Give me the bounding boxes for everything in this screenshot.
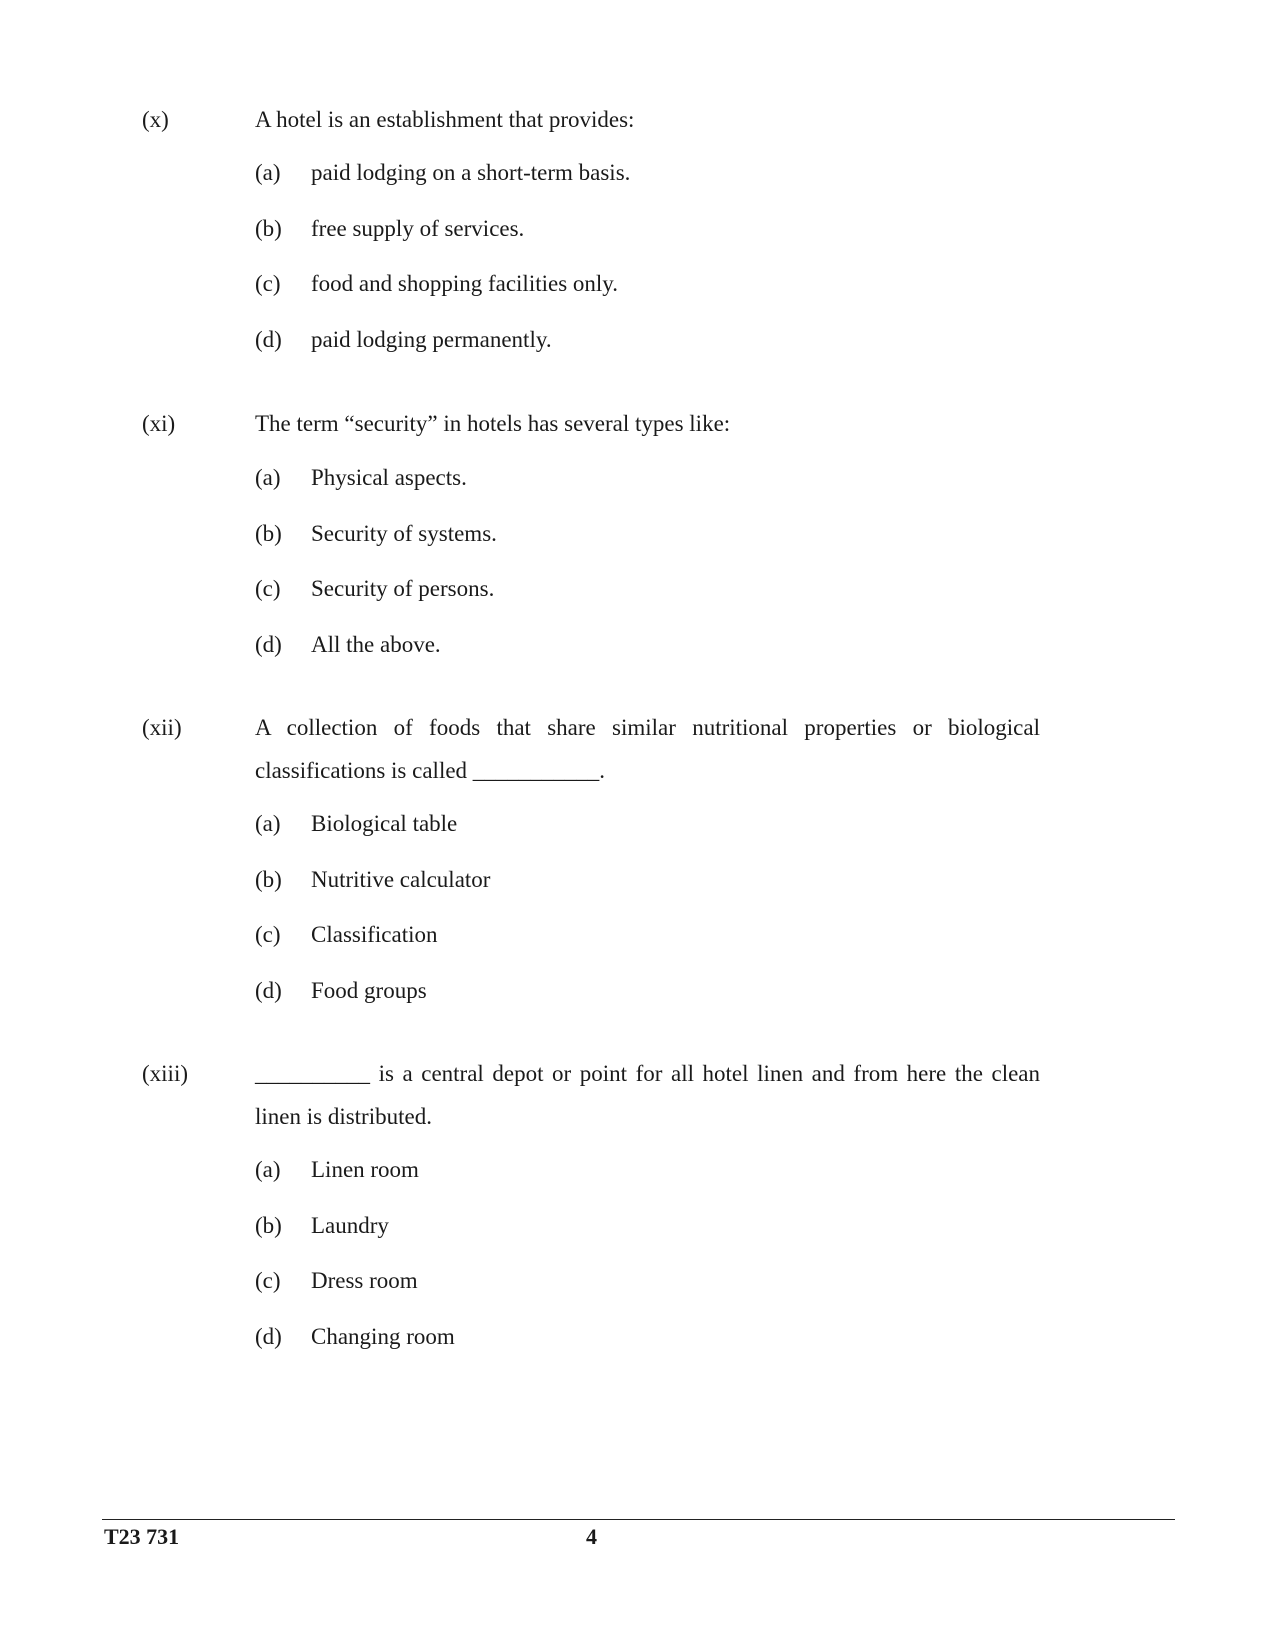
option-c [255,1259,1040,1315]
option-label: (c) [255,271,281,296]
option-text: Classification [311,922,438,947]
option-label: (c) [255,1268,281,1293]
option-text: paid lodging permanently. [311,326,552,352]
option-a [255,456,1040,512]
option-label: (a) [255,1157,281,1182]
option-label: (a) [255,465,281,490]
options-list [255,1148,1040,1370]
option-label: (d) [255,631,282,657]
question-text: The term “security” in hotels has several types like: [255,411,731,436]
option-label: (a) [255,811,281,836]
option-label: (b) [255,866,282,892]
option-label: (b) [255,520,282,546]
option-a [255,1148,1040,1204]
option-text: Nutritive calculator [311,866,491,892]
option-d [255,969,1040,1025]
option-b [255,207,1040,263]
question-text: A hotel is an establishment that provides: [255,107,635,132]
option-c [255,567,1040,623]
option-text: Laundry [311,1212,389,1238]
question-number: (xiii) [142,1061,188,1086]
option-c [255,262,1040,318]
question-number: (x) [142,107,169,132]
option-text: Linen room [311,1157,419,1182]
option-text: Security of systems. [311,520,497,546]
option-label: (a) [255,160,281,185]
option-d [255,318,1040,374]
question-text: A collection of foods that share similar nutritional properties or biological classifications is called ___________. [255,715,1040,783]
option-label: (c) [255,922,281,947]
option-text: Biological table [311,811,458,836]
option-label: (c) [255,576,281,601]
option-label: (d) [255,326,282,352]
option-text: paid lodging on a short-term basis. [311,160,631,185]
question-text: __________ is a central depot or point for all hotel linen and from here the clean linen is distributed. [255,1061,1040,1129]
option-d [255,1315,1040,1371]
question-number: (xii) [142,715,182,740]
option-label: (d) [255,1323,282,1349]
option-text: Dress room [311,1268,418,1293]
option-label: (d) [255,977,282,1003]
option-a [255,802,1040,858]
paper-code: T23 731 [104,1524,180,1549]
option-c [255,913,1040,969]
option-a [255,151,1040,207]
footer-divider [102,1519,1175,1520]
options-list [255,456,1040,678]
options-list [255,151,1040,373]
option-text: Physical aspects. [311,465,467,490]
option-d [255,623,1040,679]
page-number: 4 [586,1524,597,1549]
option-b [255,512,1040,568]
options-list [255,802,1040,1024]
option-b [255,858,1040,914]
option-b [255,1204,1040,1260]
option-text: Security of persons. [311,576,495,601]
option-text: Changing room [311,1323,455,1349]
option-label: (b) [255,1212,282,1238]
option-text: All the above. [311,631,441,657]
option-label: (b) [255,215,282,241]
question-number: (xi) [142,411,176,436]
option-text: Food groups [311,977,427,1003]
option-text: free supply of services. [311,215,525,241]
option-text: food and shopping facilities only. [311,271,619,296]
